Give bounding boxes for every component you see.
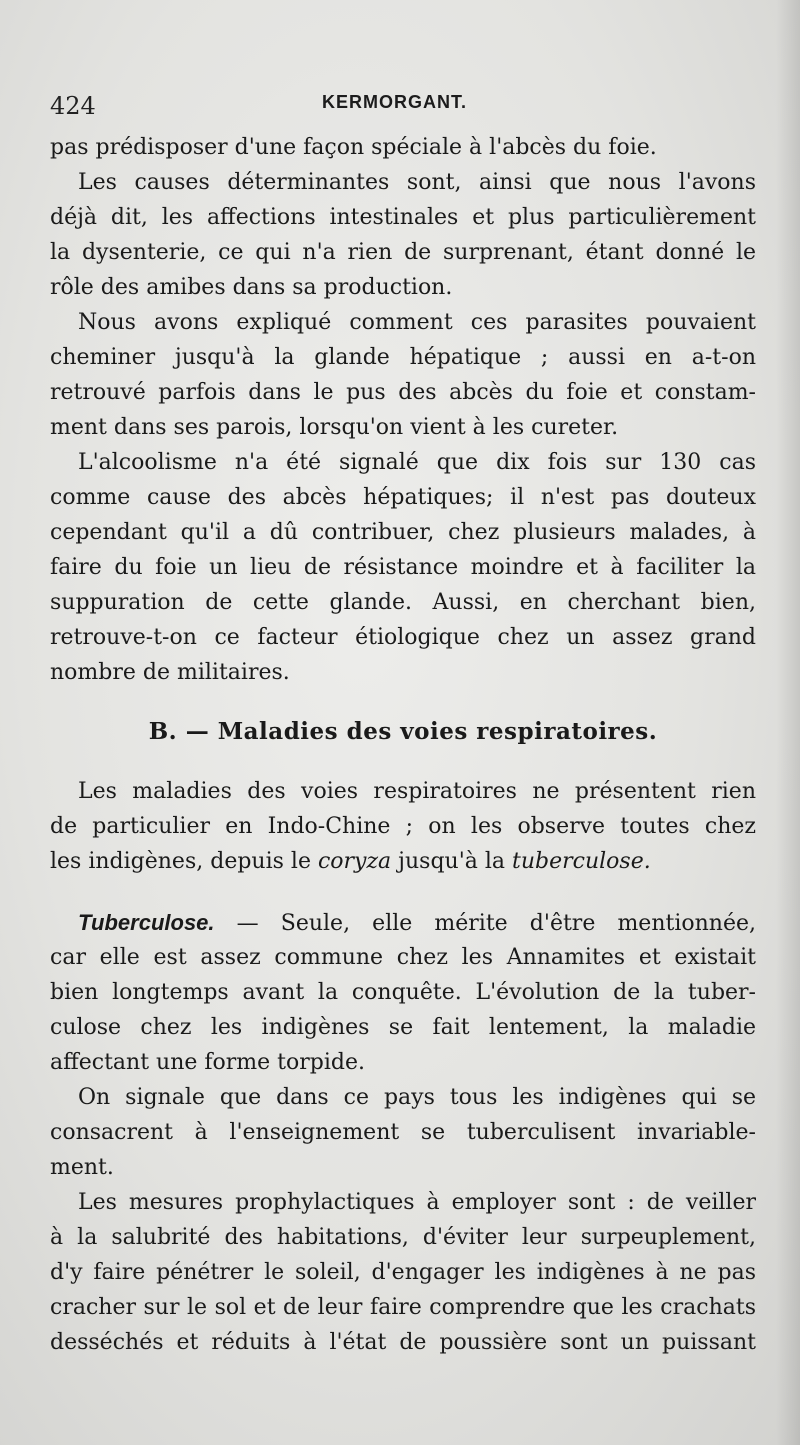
text-line: déjà dit, les affections intestinales et plus particulièrement	[50, 205, 756, 230]
italic-term: coryza	[317, 849, 392, 874]
text-line: affectant une forme torpide.	[50, 1050, 365, 1075]
text-fragment: les indigènes, depuis le	[50, 849, 318, 874]
text-line	[50, 905, 756, 940]
text-line: Les mesures prophylactiques à employer sont : de veiller	[78, 1190, 756, 1215]
text-line: Nous avons expliqué comment ces parasites pouvaient	[78, 310, 756, 335]
text-line: à la salubrité des habitations, d'éviter leur surpeuplement,	[50, 1225, 756, 1250]
text-line: Les causes déterminantes sont, ainsi que nous l'avons	[78, 170, 756, 195]
text-line: bien longtemps avant la conquête. L'évolution de la tuber-	[50, 980, 756, 1005]
text-line: Les maladies des voies respiratoires ne présentent rien	[78, 779, 756, 804]
text-line: la dysenterie, ce qui n'a rien de surprenant, étant donné le	[50, 240, 756, 265]
text-line: car elle est assez commune chez les Annamites et existait	[50, 945, 756, 970]
text-line: L'alcoolisme n'a été signalé que dix fois sur 130 cas	[78, 450, 756, 475]
section-heading: B. — Maladies des voies respiratoires.	[148, 718, 658, 745]
page-number: 424	[50, 92, 96, 120]
italic-term: tuberculose.	[512, 849, 651, 874]
text-line: nombre de militaires.	[50, 660, 290, 685]
running-head: KERMORGANT.	[322, 92, 467, 112]
text-line: d'y faire pénétrer le soleil, d'engager les indigènes à ne pas	[50, 1260, 756, 1285]
text-line: faire du foie un lieu de résistance moindre et à faciliter la	[50, 555, 756, 580]
text-fragment: jusqu'à la	[391, 849, 512, 874]
text-line: On signale que dans ce pays tous les indigènes qui se	[78, 1085, 756, 1110]
text-line: culose chez les indigènes se fait lentement, la maladie	[50, 1015, 756, 1040]
text-line: retrouve-t-on ce facteur étiologique chez un assez grand	[50, 625, 756, 650]
paragraph-gap	[50, 879, 756, 905]
text-line: ment.	[50, 1155, 114, 1180]
text-line: cracher sur le sol et de leur faire comprendre que les crachats	[50, 1295, 756, 1320]
body-text	[50, 130, 756, 1360]
text-line	[50, 844, 756, 879]
text-line: ment dans ses parois, lorsqu'on vient à les cureter.	[50, 415, 619, 440]
text-line: retrouvé parfois dans le pus des abcès du foie et constam-	[50, 380, 756, 405]
page-header	[50, 86, 756, 122]
text-line: rôle des amibes dans sa production.	[50, 275, 453, 300]
text-line: cependant qu'il a dû contribuer, chez plusieurs malades, à	[50, 520, 756, 545]
text-line: de particulier en Indo-Chine ; on les observe toutes chez	[50, 814, 756, 839]
run-in-subheading: Tuberculose.	[78, 910, 215, 935]
text-fragment: — Seule, elle mérite d'être mentionnée,	[214, 911, 756, 936]
text-line: pas prédisposer d'une façon spéciale à l'abcès du foie.	[50, 135, 657, 160]
text-line: cheminer jusqu'à la glande hépatique ; aussi en a-t-on	[50, 345, 756, 370]
page-edge-shadow	[776, 0, 800, 1445]
text-line: consacrent à l'enseignement se tuberculisent invariable-	[50, 1120, 756, 1145]
text-line: desséchés et réduits à l'état de poussière sont un puissant	[50, 1330, 756, 1355]
text-line: comme cause des abcès hépatiques; il n'est pas douteux	[50, 485, 756, 510]
text-line: suppuration de cette glande. Aussi, en cherchant bien,	[50, 590, 756, 615]
